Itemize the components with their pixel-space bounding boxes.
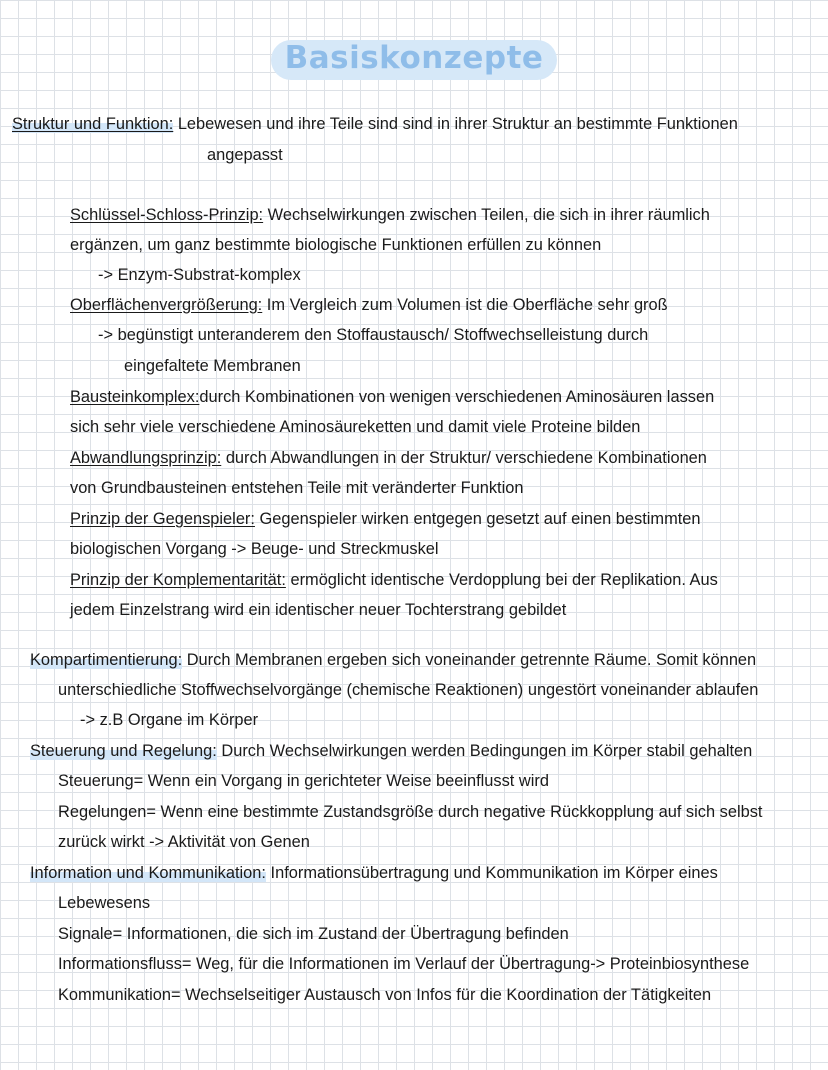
schluessel-line-3: -> Enzym-Substrat-komplex	[98, 266, 301, 284]
information-text-1: Informationsübertragung und Kommunikation im Körper eines	[265, 864, 718, 882]
oberflaeche-text-1: Im Vergleich zum Volumen ist die Oberfläche sehr groß	[262, 296, 668, 314]
struktur-line-1	[12, 114, 738, 134]
komplementaritaet-line-1	[70, 570, 718, 590]
komplementaritaet-term: Prinzip der Komplementarität:	[70, 571, 286, 589]
struktur-line-2: angepasst	[207, 146, 283, 164]
steuerung-line-2: Steuerung= Wenn ein Vorgang in gerichteter Weise beeinflusst wird	[58, 772, 549, 790]
kompartiment-line-2: unterschiedliche Stoffwechselvorgänge (chemische Reaktionen) ungestört voneinander ablaufen	[58, 681, 759, 699]
kompartiment-line-1	[30, 650, 756, 670]
oberflaeche-term: Oberflächenvergrößerung:	[70, 296, 263, 314]
information-line-4: Informationsfluss= Weg, für die Informationen im Verlauf der Übertragung-> Proteinbiosynthese	[58, 955, 750, 973]
steuerung-line-4: zurück wirkt -> Aktivität von Genen	[58, 833, 310, 851]
information-line-3: Signale= Informationen, die sich im Zustand der Übertragung befinden	[58, 925, 569, 943]
information-term: Information und Kommunikation:	[30, 864, 266, 882]
kompartiment-line-3: -> z.B Organe im Körper	[80, 711, 259, 729]
schluessel-term: Schlüssel-Schloss-Prinzip:	[70, 206, 264, 224]
oberflaeche-line-1	[70, 295, 668, 315]
steuerung-line-1	[30, 741, 752, 761]
schluessel-line-2: ergänzen, um ganz bestimmte biologische Funktionen erfüllen zu können	[70, 236, 602, 254]
gegenspieler-line-2: biologischen Vorgang -> Beuge- und Streckmuskel	[70, 540, 439, 558]
steuerung-text-1: Durch Wechselwirkungen werden Bedingungen im Körper stabil gehalten	[216, 742, 753, 760]
abwandlung-term: Abwandlungsprinzip:	[70, 449, 222, 467]
struktur-term: Struktur und Funktion:	[12, 115, 174, 133]
information-line-5: Kommunikation= Wechselseitiger Austausch von Infos für die Koordination der Tätigkeiten	[58, 986, 712, 1004]
baustein-text-1: durch Kombinationen von wenigen verschiedenen Aminosäuren lassen	[199, 388, 715, 406]
struktur-text-1: Lebewesen und ihre Teile sind sind in ihrer Struktur an bestimmte Funktionen	[173, 115, 738, 133]
gegenspieler-line-1	[70, 509, 701, 529]
schluessel-line-1	[70, 205, 710, 225]
baustein-line-1	[70, 387, 714, 407]
abwandlung-text-1: durch Abwandlungen in der Struktur/ verschiedene Kombinationen	[221, 449, 707, 467]
gegenspieler-text-1: Gegenspieler wirken entgegen gesetzt auf einen bestimmten	[254, 510, 701, 528]
schluessel-text-1: Wechselwirkungen zwischen Teilen, die sich in ihrer räumlich	[263, 206, 710, 224]
gegenspieler-term: Prinzip der Gegenspieler:	[70, 510, 255, 528]
komplementaritaet-text-1: ermöglicht identische Verdopplung bei der Replikation. Aus	[285, 571, 718, 589]
kompartiment-term: Kompartimentierung:	[30, 651, 183, 669]
information-line-1	[30, 863, 718, 883]
page-title: Basiskonzepte	[271, 40, 558, 80]
oberflaeche-line-2: -> begünstigt unteranderem den Stoffaustausch/ Stoffwechselleistung durch	[98, 326, 649, 344]
steuerung-term: Steuerung und Regelung:	[30, 742, 217, 760]
kompartiment-text-1: Durch Membranen ergeben sich voneinander getrennte Räume. Somit können	[182, 651, 757, 669]
komplementaritaet-line-2: jedem Einzelstrang wird ein identischer neuer Tochterstrang gebildet	[70, 601, 567, 619]
information-line-2: Lebewesens	[58, 894, 151, 912]
baustein-term: Bausteinkomplex:	[70, 388, 200, 406]
baustein-line-2: sich sehr viele verschiedene Aminosäureketten und damit viele Proteine bilden	[70, 418, 641, 436]
oberflaeche-line-3: eingefaltete Membranen	[124, 357, 301, 375]
title-area	[0, 40, 828, 80]
abwandlung-line-1	[70, 448, 707, 468]
abwandlung-line-2: von Grundbausteinen entstehen Teile mit veränderter Funktion	[70, 479, 524, 497]
steuerung-line-3: Regelungen= Wenn eine bestimmte Zustandsgröße durch negative Rückkopplung auf sich selbst	[58, 803, 763, 821]
